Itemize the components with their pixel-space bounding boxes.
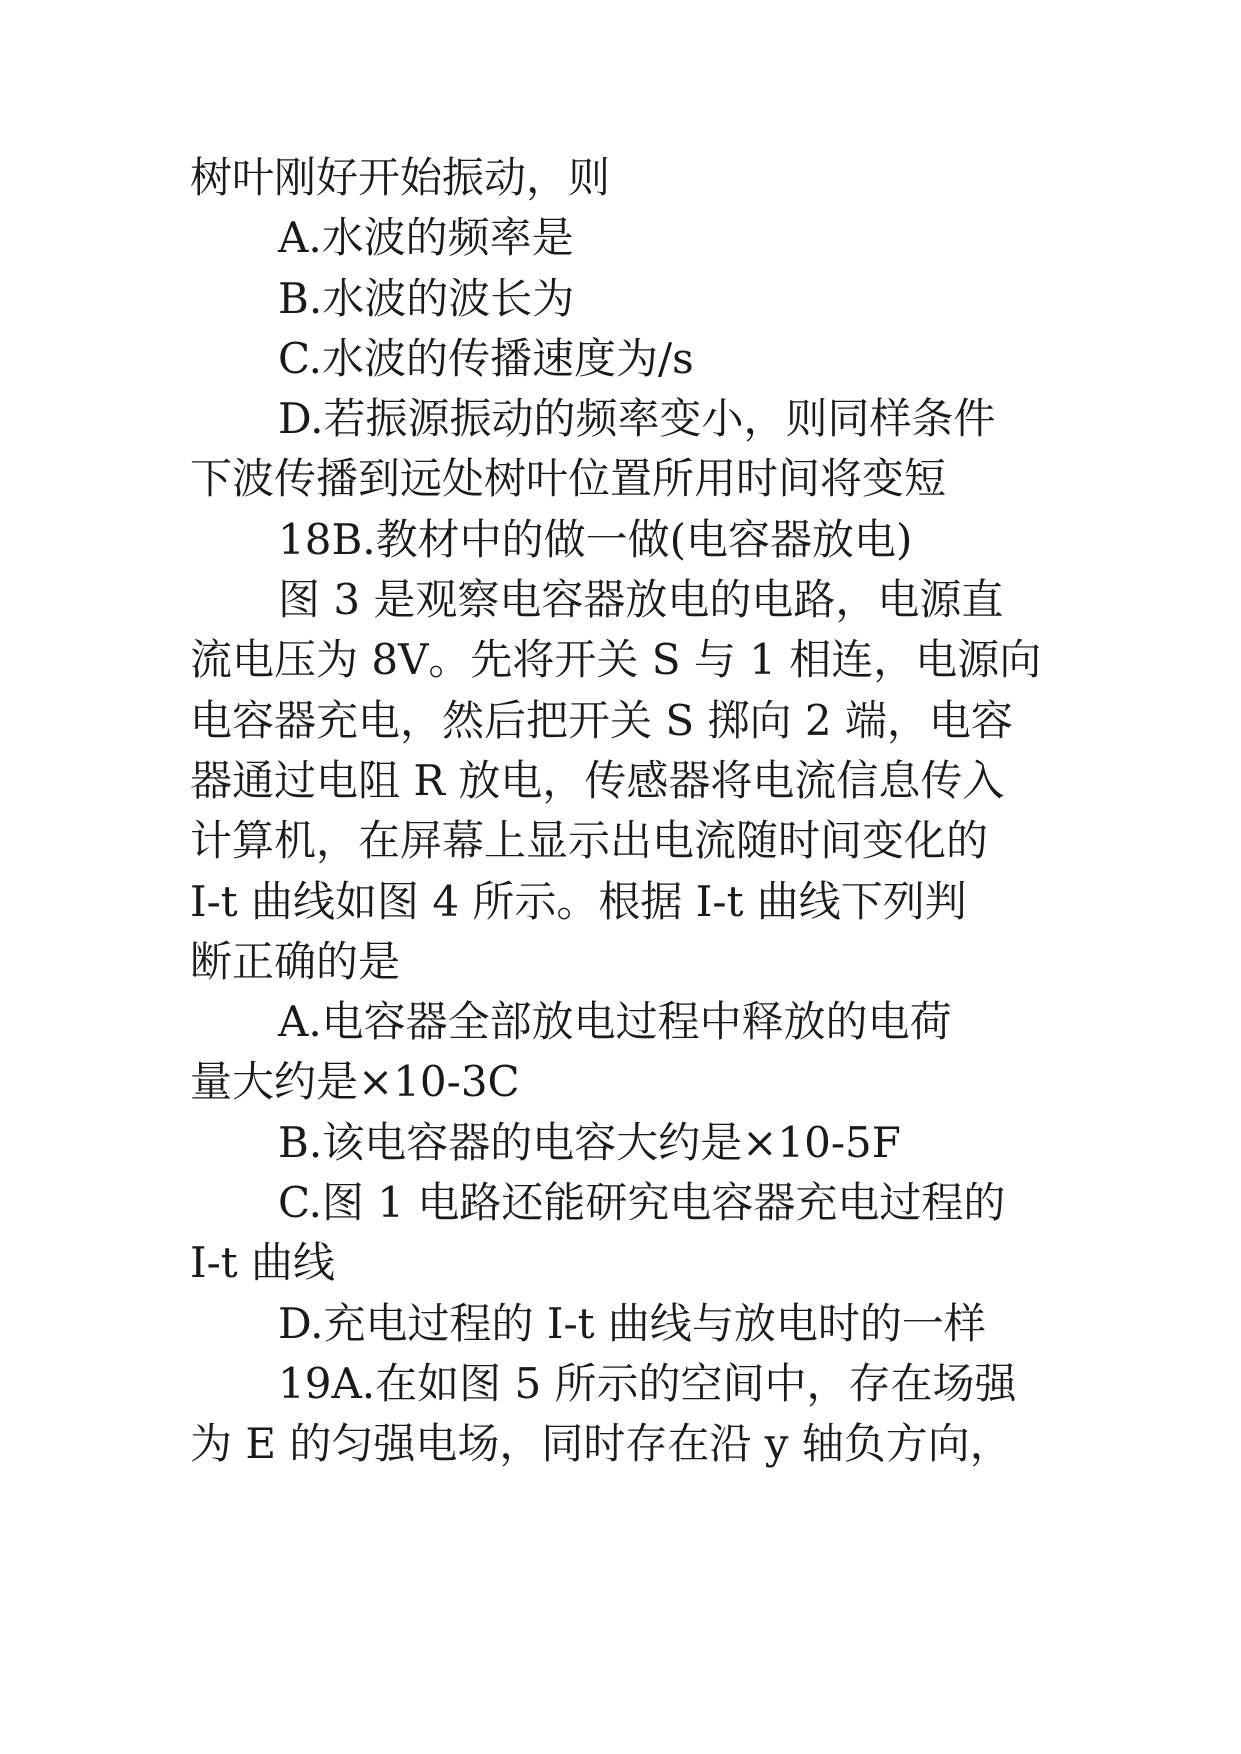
option-a-line: A.水波的频率是	[278, 213, 574, 263]
question-heading: 18B.教材中的做一做(电容器放电)	[278, 514, 913, 564]
text-line: 量大约是×10-3C	[190, 1057, 520, 1107]
option-c-line: C.水波的传播速度为/s	[278, 333, 694, 383]
text-line: 计算机，在屏幕上显示出电流随时间变化的	[190, 816, 989, 866]
option-c-line: C.图 1 电路还能研究电容器充电过程的	[278, 1178, 1006, 1228]
text-line: 为 E 的匀强电场，同时存在沿 y 轴负方向，	[190, 1419, 1012, 1469]
option-b-line: B.水波的波长为	[278, 273, 575, 323]
text-line: 图 3 是观察电容器放电的电路，电源直	[278, 575, 1004, 625]
option-d-line: D.充电过程的 I-t 曲线与放电时的一样	[278, 1298, 986, 1348]
text-line: 器通过电阻 R 放电，传感器将电流信息传入	[190, 755, 1005, 805]
option-b-line: B.该电容器的电容大约是×10-5F	[278, 1117, 901, 1167]
text-line: 断正确的是	[190, 936, 401, 986]
option-d-line: D.若振源振动的频率变小，则同样条件	[278, 394, 996, 444]
text-line: 下波传播到远处树叶位置所用时间将变短	[190, 454, 947, 504]
text-line: I-t 曲线如图 4 所示。根据 I-t 曲线下列判	[190, 876, 967, 926]
text-line: 流电压为 8V。先将开关 S 与 1 相连，电源向	[190, 635, 1042, 685]
text-line: I-t 曲线	[190, 1238, 336, 1288]
option-a-line: A.电容器全部放电过程中释放的电荷	[278, 997, 952, 1047]
question-heading: 19A.在如图 5 所示的空间中，存在场强	[278, 1358, 1017, 1408]
text-line: 树叶刚好开始振动，则	[190, 153, 611, 202]
document-body	[190, 148, 1070, 1475]
text-line: 电容器充电，然后把开关 S 掷向 2 端，电容	[190, 695, 1013, 745]
